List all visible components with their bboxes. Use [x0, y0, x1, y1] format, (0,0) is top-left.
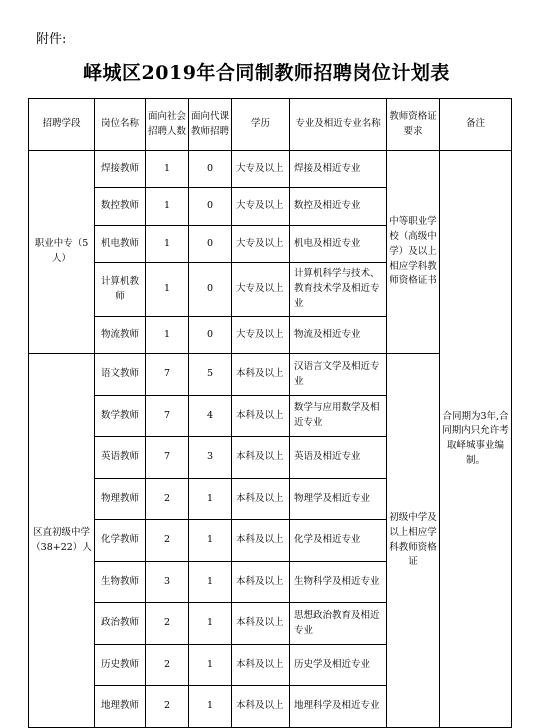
post-cell: 历史教师: [95, 644, 146, 686]
header-social: 面向社会招聘人数: [146, 99, 189, 151]
header-major: 专业及相近专业名称: [290, 99, 387, 151]
education-cell: 本科及以上: [232, 644, 290, 686]
education-cell: 本科及以上: [232, 520, 290, 562]
major-cell: 计算机科学与技术、教育技术学及相近专业: [290, 263, 387, 317]
major-cell: 化学及相近专业: [290, 520, 387, 562]
substitute-count-cell: 0: [189, 263, 232, 317]
substitute-count-cell: 3: [189, 437, 232, 479]
major-cell: 物流及相近专业: [290, 317, 387, 354]
stage-cell: 区直初级中学（38+22）人: [29, 354, 95, 728]
social-count-cell: 1: [146, 317, 189, 354]
post-cell: 化学教师: [95, 520, 146, 562]
education-cell: 本科及以上: [232, 686, 290, 728]
major-cell: 数控及相近专业: [290, 188, 387, 225]
major-cell: 物理学及相近专业: [290, 478, 387, 520]
post-cell: 物流教师: [95, 317, 146, 354]
post-cell: 生物教师: [95, 561, 146, 603]
substitute-count-cell: 1: [189, 478, 232, 520]
remark-cell: 合同期为3年,合同期内只允许考取峄城事业编制。: [440, 151, 512, 728]
substitute-count-cell: 1: [189, 686, 232, 728]
header-row: [29, 99, 512, 151]
social-count-cell: 1: [146, 188, 189, 225]
education-cell: 大专及以上: [232, 151, 290, 188]
post-cell: 地理教师: [95, 686, 146, 728]
post-cell: 英语教师: [95, 437, 146, 479]
major-cell: 历史学及相近专业: [290, 644, 387, 686]
major-cell: 思想政治教育及相近专业: [290, 603, 387, 645]
education-cell: 本科及以上: [232, 603, 290, 645]
header-stage: 招聘学段: [29, 99, 95, 151]
social-count-cell: 3: [146, 561, 189, 603]
major-cell: 焊接及相近专业: [290, 151, 387, 188]
page-title: 峄城区2019年合同制教师招聘岗位计划表: [83, 62, 450, 84]
substitute-count-cell: 1: [189, 603, 232, 645]
education-cell: 大专及以上: [232, 188, 290, 225]
social-count-cell: 2: [146, 478, 189, 520]
substitute-count-cell: 5: [189, 354, 232, 396]
header-substitute: 面向代课教师招聘: [189, 99, 232, 151]
post-cell: 数控教师: [95, 188, 146, 225]
social-count-cell: 7: [146, 354, 189, 396]
education-cell: 本科及以上: [232, 561, 290, 603]
education-cell: 大专及以上: [232, 225, 290, 262]
post-cell: 政治教师: [95, 603, 146, 645]
qualification-cell: 中等职业学校（高级中学）及以上相应学科教师资格证书: [387, 151, 440, 354]
post-cell: 数学教师: [95, 395, 146, 437]
education-cell: 大专及以上: [232, 317, 290, 354]
social-count-cell: 2: [146, 686, 189, 728]
header-education: 学历: [232, 99, 290, 151]
major-cell: 数学与应用数学及相近专业: [290, 395, 387, 437]
major-cell: 生物科学及相近专业: [290, 561, 387, 603]
substitute-count-cell: 1: [189, 561, 232, 603]
substitute-count-cell: 1: [189, 644, 232, 686]
recruitment-plan-table: [28, 98, 512, 728]
post-cell: 焊接教师: [95, 151, 146, 188]
major-cell: 机电及相近专业: [290, 225, 387, 262]
social-count-cell: 1: [146, 263, 189, 317]
substitute-count-cell: 0: [189, 317, 232, 354]
social-count-cell: 1: [146, 225, 189, 262]
social-count-cell: 1: [146, 151, 189, 188]
substitute-count-cell: 1: [189, 520, 232, 562]
education-cell: 本科及以上: [232, 395, 290, 437]
education-cell: 本科及以上: [232, 437, 290, 479]
major-cell: 英语及相近专业: [290, 437, 387, 479]
post-cell: 机电教师: [95, 225, 146, 262]
post-cell: 语文教师: [95, 354, 146, 396]
education-cell: 本科及以上: [232, 478, 290, 520]
header-remark: 备注: [440, 99, 512, 151]
substitute-count-cell: 0: [189, 151, 232, 188]
qualification-cell: 初级中学及以上相应学科教师资格证: [387, 354, 440, 728]
social-count-cell: 2: [146, 603, 189, 645]
table-row: [29, 151, 512, 188]
social-count-cell: 7: [146, 437, 189, 479]
attachment-label: 附件:: [36, 32, 67, 47]
social-count-cell: 2: [146, 644, 189, 686]
post-cell: 计算机教师: [95, 263, 146, 317]
header-post: 岗位名称: [95, 99, 146, 151]
major-cell: 地理科学及相近专业: [290, 686, 387, 728]
post-cell: 物理教师: [95, 478, 146, 520]
table-row: [29, 354, 512, 396]
header-qualification: 教师资格证要求: [387, 99, 440, 151]
substitute-count-cell: 4: [189, 395, 232, 437]
substitute-count-cell: 0: [189, 188, 232, 225]
education-cell: 大专及以上: [232, 263, 290, 317]
major-cell: 汉语言文学及相近专业: [290, 354, 387, 396]
social-count-cell: 7: [146, 395, 189, 437]
education-cell: 本科及以上: [232, 354, 290, 396]
stage-cell: 职业中专（5人）: [29, 151, 95, 354]
substitute-count-cell: 0: [189, 225, 232, 262]
social-count-cell: 2: [146, 520, 189, 562]
